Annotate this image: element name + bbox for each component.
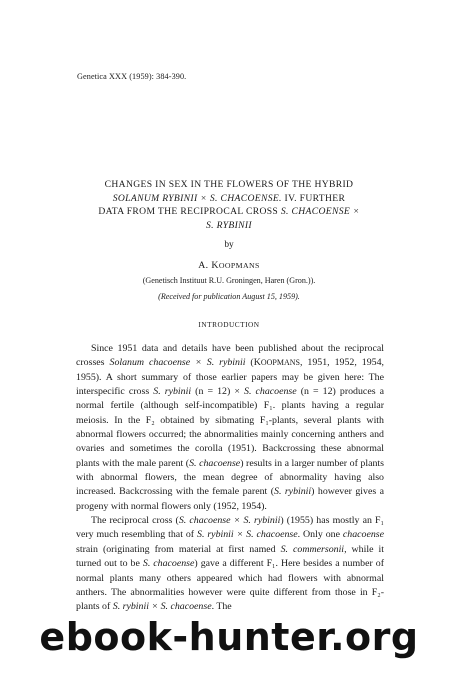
title-line-4: S. RYBINII: [206, 219, 252, 231]
paper-title: [70, 178, 388, 232]
byline-by: by: [224, 240, 234, 250]
title-line-2: SOLANUM RYBINII × S. CHACOENSE. IV. FURTHER: [112, 192, 346, 204]
author-name: A. KOOPMANS: [198, 260, 260, 271]
paragraph-2: The reciprocal cross (S. chacoense × S. rybinii) (1955) has mostly an F₁ very much resembling that of S. rybinii × S. chacoense. Only one chacoense strain (originating from material at first named S. commersonii, while it turned out to be S. chacoense) gave a different F₁. Here besides a number of normal plants many others appeared which had flowers with abnormal anthers. The abnormalities however were quite different from those in F₂-plants of S. rybinii × S. chacoense. The: [76, 515, 385, 613]
watermark: ebook-hunter.org: [39, 615, 419, 659]
title-line-1: CHANGES IN SEX IN THE FLOWERS OF THE HYBRID: [104, 179, 354, 190]
body-text: [76, 342, 384, 615]
section-heading: INTRODUCTION: [198, 320, 260, 329]
author-affiliation: (Genetisch Instituut R.U. Groningen, Haren (Gron.)).: [142, 276, 316, 285]
paragraph-1: Since 1951 data and details have been published about the reciprocal crosses Solanum chacoense × S. rybinii (KOOPMANS, 1951, 1952, 1954, 1955). A short summary of those earlier papers may be given here: The interspecific cross S. rybinii (n = 12) × S. chacoense (n = 12) produces a normal fertile (although self-incompatible) F₁. plants having a regular meiosis. In the F₂ obtained by sibmating F₁-plants, several plants with abnormal flowers occurred; the abnormalities mainly concerning anthers and ovaries and sometimes the corolla (1951). Backcrossing these abnormal plants with the male parent (S. chacoense) results in a larger number of plants with abnormal flowers, the mean degree of abnormality having also increased. Backcrossing with the female parent (S. rybinii) however gives a progeny with normal flowers only (1952, 1954).: [76, 343, 385, 512]
journal-reference: Genetica XXX (1959): 384-390.: [77, 72, 187, 81]
received-date: (Received for publication August 15, 1959).: [158, 292, 300, 301]
title-line-3: DATA FROM THE RECIPROCAL CROSS S. CHACOENSE ×: [98, 206, 360, 218]
